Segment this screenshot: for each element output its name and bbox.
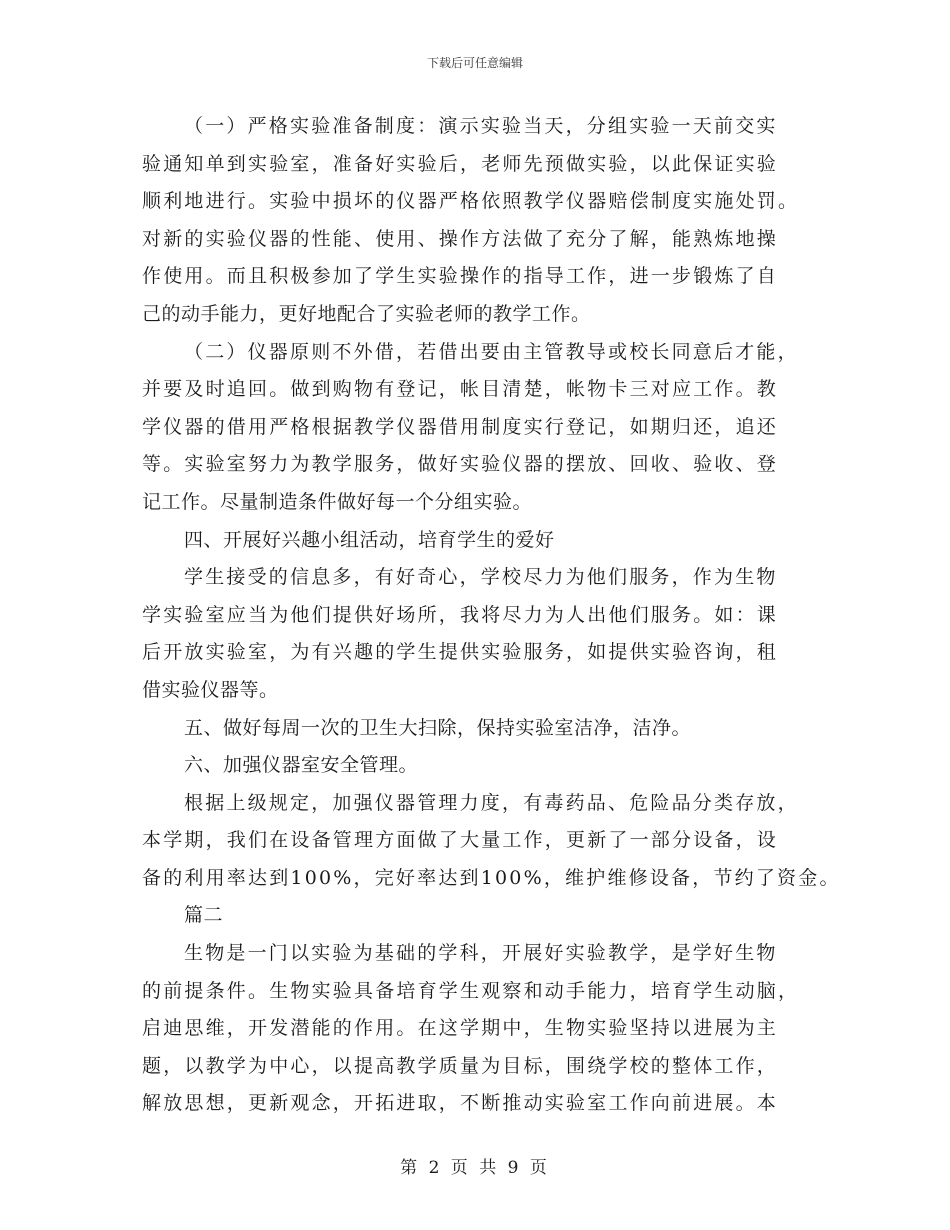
text-line: 启迪思维，开发潜能的作用。在这学期中，生物实验坚持以进展为主 bbox=[142, 1017, 779, 1040]
text-line: 并要及时追回。做到购物有登记，帐目清楚，帐物卡三对应工作。教 bbox=[142, 378, 779, 401]
text-line: 学仪器的借用严格根据教学仪器借用制度实行登记，如期归还，追还 bbox=[142, 415, 779, 438]
text-line: 对新的实验仪器的性能、使用、操作方法做了充分了解，能熟炼地操 bbox=[142, 227, 779, 250]
text-line: 后开放实验室，为有兴趣的学生提供实验服务，如提供实验咨询，租 bbox=[142, 641, 779, 664]
text-line: 根据上级规定，加强仪器管理力度，有毒药品、危险品分类存放， bbox=[184, 791, 799, 814]
text-line: 记工作。尽量制造条件做好每一个分组实验。 bbox=[142, 490, 533, 513]
text-line: 解放思想，更新观念，开拓进取，不断推动实验室工作向前进展。本 bbox=[142, 1092, 779, 1115]
text-line: 题，以教学为中心，以提高教学质量为目标，围绕学校的整体工作， bbox=[142, 1054, 779, 1077]
text-line: 篇二 bbox=[184, 904, 224, 927]
text-line: 等。实验室努力为教学服务，做好实验仪器的摆放、回收、验收、登 bbox=[142, 453, 779, 476]
text-line: 作使用。而且积极参加了学生实验操作的指导工作，进一步锻炼了自 bbox=[142, 265, 779, 288]
page-number-footer: 第 2 页 共 9 页 bbox=[400, 1158, 550, 1178]
text-line: 学实验室应当为他们提供好场所，我将尽力为人出他们服务。如：课 bbox=[142, 603, 779, 626]
text-line: 生物是一门以实验为基础的学科，开展好实验教学，是学好生物 bbox=[184, 942, 778, 965]
text-line: 验通知单到实验室，准备好实验后，老师先预做实验，以此保证实验 bbox=[142, 152, 779, 175]
text-line: 的前提条件。生物实验具备培育学生观察和动手能力，培育学生动脑， bbox=[142, 979, 800, 1002]
text-line: （二）仪器原则不外借，若借出要由主管教导或校长同意后才能， bbox=[184, 340, 799, 363]
text-line: 学生接受的信息多，有好奇心，学校尽力为他们服务，作为生物 bbox=[184, 566, 778, 589]
page-header: 下载后可任意编辑 bbox=[426, 56, 523, 70]
text-line: 己的动手能力，更好地配合了实验老师的教学工作。 bbox=[142, 302, 591, 325]
text-line: 顺利地进行。实验中损坏的仪器严格依照教学仪器赔偿制度实施处罚。 bbox=[142, 190, 800, 213]
text-line: 备的利用率达到100%，完好率达到100%，维护维修设备，节约了资金。 bbox=[142, 866, 841, 889]
text-line: 五、做好每周一次的卫生大扫除，保持实验室洁净，洁净。 bbox=[184, 716, 692, 739]
text-line: （一）严格实验准备制度：演示实验当天，分组实验一天前交实 bbox=[184, 115, 778, 137]
text-line: 借实验仪器等。 bbox=[142, 678, 279, 701]
text-line: 本学期，我们在设备管理方面做了大量工作，更新了一部分设备，设 bbox=[142, 829, 779, 852]
document-body bbox=[142, 108, 841, 1123]
text-line: 六、加强仪器室安全管理。 bbox=[184, 754, 419, 777]
text-line: 四、开展好兴趣小组活动，培育学生的爱好 bbox=[184, 528, 555, 551]
